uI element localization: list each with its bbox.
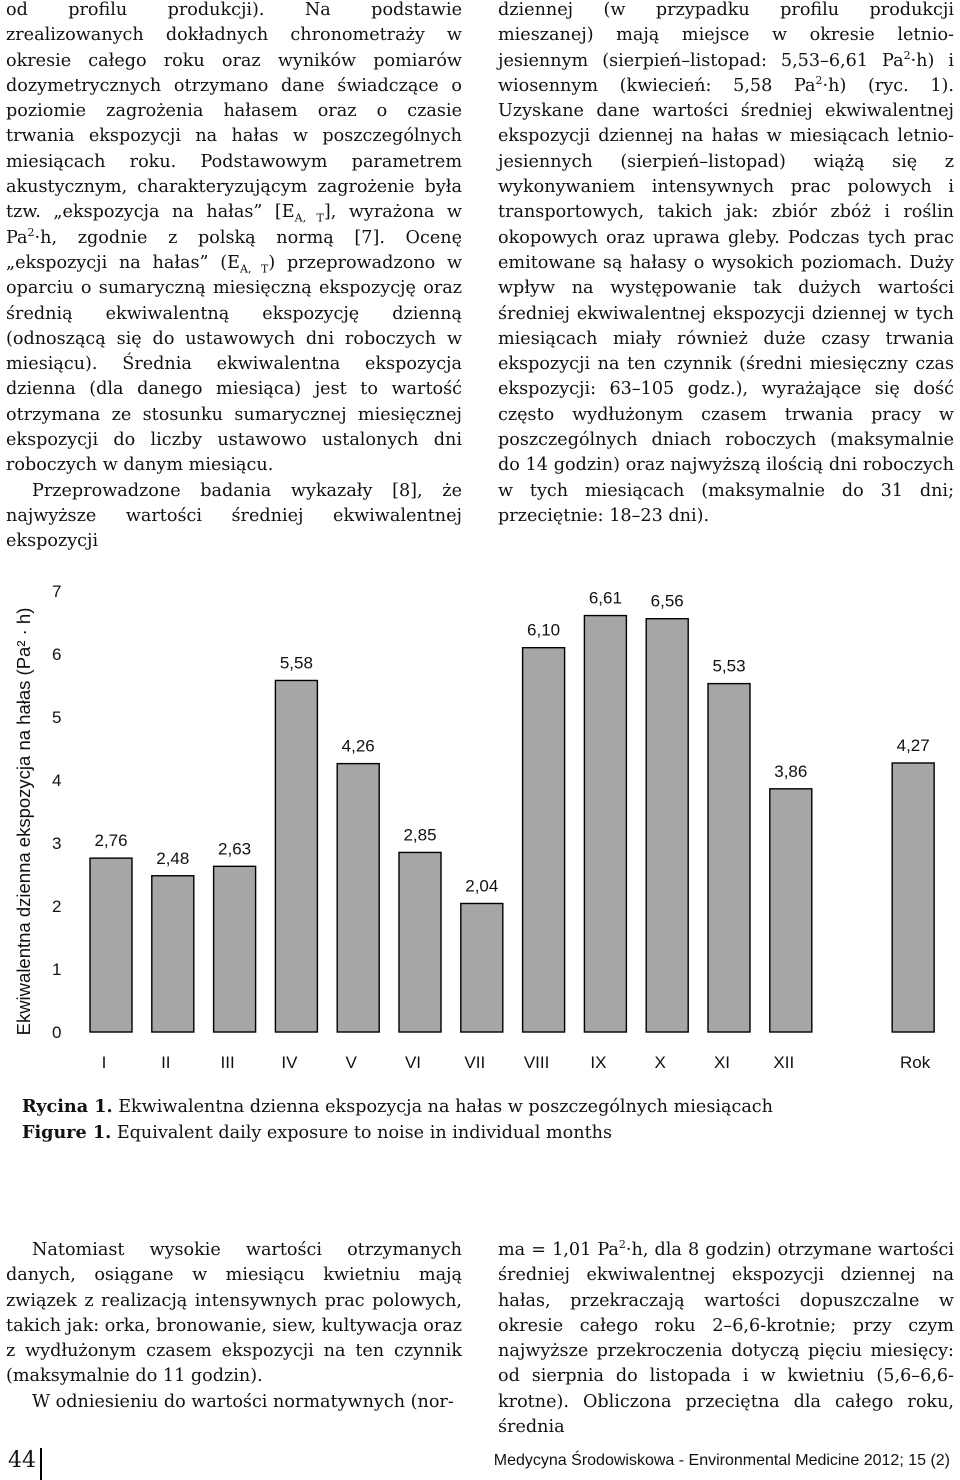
- bar: [584, 616, 626, 1032]
- journal-footer: Medycyna Środowiskowa - Environmental Medicine 2012; 15 (2): [493, 1452, 950, 1469]
- body-column-top-left: [6, 0, 462, 555]
- paragraph: dziennej (w przypadku profilu produkcji mieszanej) mają miejsce w okresie letnio-jesiennym (sierpień–listopad: 5,53–6,61 $Pa^2\cdot h$) i wiosennym (kwiecień: 5,58 $Pa^2\cdot h$) (ryc. 1). Uzyskane dane wartości średniej ekwiwalentnej ekspozycji dziennej na hałas w miesiącach letnio-jesiennych (sierpień–listopad) wiążą się z wykonywaniem intensywnych prac polowych i transportowych, takich jak: zbiór zbóż i roślin okopowych oraz uprawa gleby. Podczas tych prac emitowane są hałasy o wysokich poziomach. Duży wpływ na występowanie tak dużych wartości średniej ekwiwalentnej ekspozycji dziennej w tych miesiącach miały również duże czasy trwania ekspozycji na ten czynnik (średni miesięczny czas ekspozycji: 63–105 godz.), wyrażające się dość często wydłużonym czasem trwania pracy w poszczególnych dniach roboczych (maksymalnie do 14 godzin) oraz najwyższą ilością dni roboczych w tych miesiącach (maksymalnie do 31 dni; przeciętnie: 18–23 dni).: [498, 0, 954, 526]
- y-tick-label: 3: [52, 834, 62, 853]
- data-label: 6,10: [527, 620, 561, 640]
- x-tick-label: III: [220, 1053, 235, 1072]
- bar: [152, 876, 194, 1032]
- data-label: 6,56: [650, 591, 684, 611]
- bar: [90, 858, 132, 1032]
- body-column-bottom-left: [6, 1238, 462, 1415]
- x-tick-label: X: [654, 1053, 666, 1072]
- caption-polish: Rycina 1. Ekwiwalentna dzienna ekspozycja na hałas w poszczególnych miesiącach: [22, 1096, 773, 1117]
- data-label: 3,86: [774, 761, 808, 781]
- data-label: 4,26: [341, 736, 375, 756]
- bar-chart: [0, 560, 960, 1080]
- x-tick-label: XII: [773, 1053, 795, 1072]
- bar: [770, 789, 812, 1032]
- page-number: 44: [8, 1448, 36, 1473]
- paragraph: W odniesieniu do wartości normatywnych (nor-: [32, 1391, 454, 1412]
- data-label: 2,76: [94, 831, 128, 851]
- paragraph: Natomiast wysokie wartości otrzymanych danych, osiągane w miesiącu kwietniu mają związek z realizacją intensywnych prac polowych, takich jak: orka, bronowanie, siew, kultywacja oraz z wydłużonym czasem ekspozycji na ten czynnik (maksymalnie do 11 godzin).: [6, 1240, 462, 1387]
- x-tick-label: IV: [281, 1053, 298, 1072]
- bar: [275, 680, 317, 1032]
- x-tick-label: XI: [713, 1053, 731, 1072]
- bar: [461, 903, 503, 1032]
- y-tick-label: 5: [52, 708, 62, 727]
- y-tick-label: 4: [52, 771, 62, 790]
- data-label: 5,53: [712, 656, 746, 676]
- y-axis-label: Ekwiwalentna dzienna ekspozycja na hałas (Pa² · h): [13, 607, 34, 1036]
- x-tick-label: Rok: [900, 1053, 931, 1072]
- x-tick-label: VI: [404, 1053, 422, 1072]
- paragraph: Przeprowadzone badania wykazały [8], że najwyższe wartości średniej ekwiwalentnej ekspozycji: [6, 480, 462, 552]
- data-label: 2,48: [156, 848, 190, 868]
- bar: [399, 852, 441, 1032]
- data-label: 4,27: [896, 735, 930, 755]
- data-label: 2,63: [218, 839, 252, 859]
- y-tick-label: 6: [52, 645, 62, 664]
- x-tick-label: I: [101, 1053, 107, 1072]
- paragraph: ma = 1,01 $Pa^2\cdot h$, dla 8 godzin) otrzymane wartości średniej ekwiwalentnej ekspozycji dziennej na hałas, przekraczają wartości dopuszczalne w okresie całego roku 2–6,6-krotnie; przy czym najwyższe przekroczenia dotyczą pięciu miesięcy: od sierpnia do listopada i w kwietniu (5,6–6,6-krotne). Obliczona przeciętna dla całego roku, średnia: [498, 1238, 954, 1438]
- y-tick-label: 2: [52, 897, 62, 916]
- data-label: 5,58: [279, 653, 313, 673]
- footer-divider: [40, 1448, 42, 1480]
- y-tick-label: 1: [52, 960, 62, 979]
- data-label: 2,85: [403, 825, 437, 845]
- y-tick-label: 0: [52, 1023, 62, 1042]
- data-label: 2,04: [465, 876, 499, 896]
- body-column-top-right: [498, 0, 954, 529]
- x-tick-label: VII: [464, 1053, 486, 1072]
- x-tick-label: V: [345, 1053, 357, 1072]
- bar: [892, 763, 934, 1032]
- bar: [646, 619, 688, 1032]
- paragraph: od profilu produkcji). Na podstawie zrealizowanych dokładnych chronometraży w okresie całego roku oraz wyników pomiarów dozymetrycznych otrzymano dane świadczące o poziomie zagrożenia hałasem oraz o czasie trwania ekspozycji na hałas w poszczególnych miesiącach roku. Podstawowym parametrem akustycznym, charakteryzującym zagrożenie była tzw. „ekspozycja na hałas” $[E_{A, T}]$, wyrażona w $Pa^2\cdot h$, zgodnie z polską normą [7]. Ocenę „ekspozycji na hałas” $(E_{A, T})$ przeprowadzono w oparciu o sumaryczną miesięczną ekspozycję oraz średnią ekwiwalentną ekspozycję dzienną (odnoszącą się do ustawowych dni roboczych w miesiącu). Średnia ekwiwalentna ekspozycja dzienna (dla danego miesiąca) jest to wartość otrzymana ze stosunku sumarycznej miesięcznej ekspozycji do liczby ustawowo ustalonych dni roboczych w danym miesiącu.: [6, 0, 463, 476]
- bar: [523, 648, 565, 1032]
- caption-english: Figure 1. Equivalent daily exposure to noise in individual months: [22, 1122, 612, 1143]
- bar: [337, 764, 379, 1032]
- figure-caption: [22, 1094, 773, 1146]
- y-tick-label: 7: [52, 582, 62, 601]
- data-label: 6,61: [588, 588, 622, 608]
- bar: [214, 866, 256, 1032]
- bar: [708, 684, 750, 1032]
- x-tick-label: II: [161, 1053, 171, 1072]
- x-tick-label: VIII: [523, 1053, 550, 1072]
- body-column-bottom-right: [498, 1238, 954, 1440]
- x-tick-label: IX: [590, 1053, 607, 1072]
